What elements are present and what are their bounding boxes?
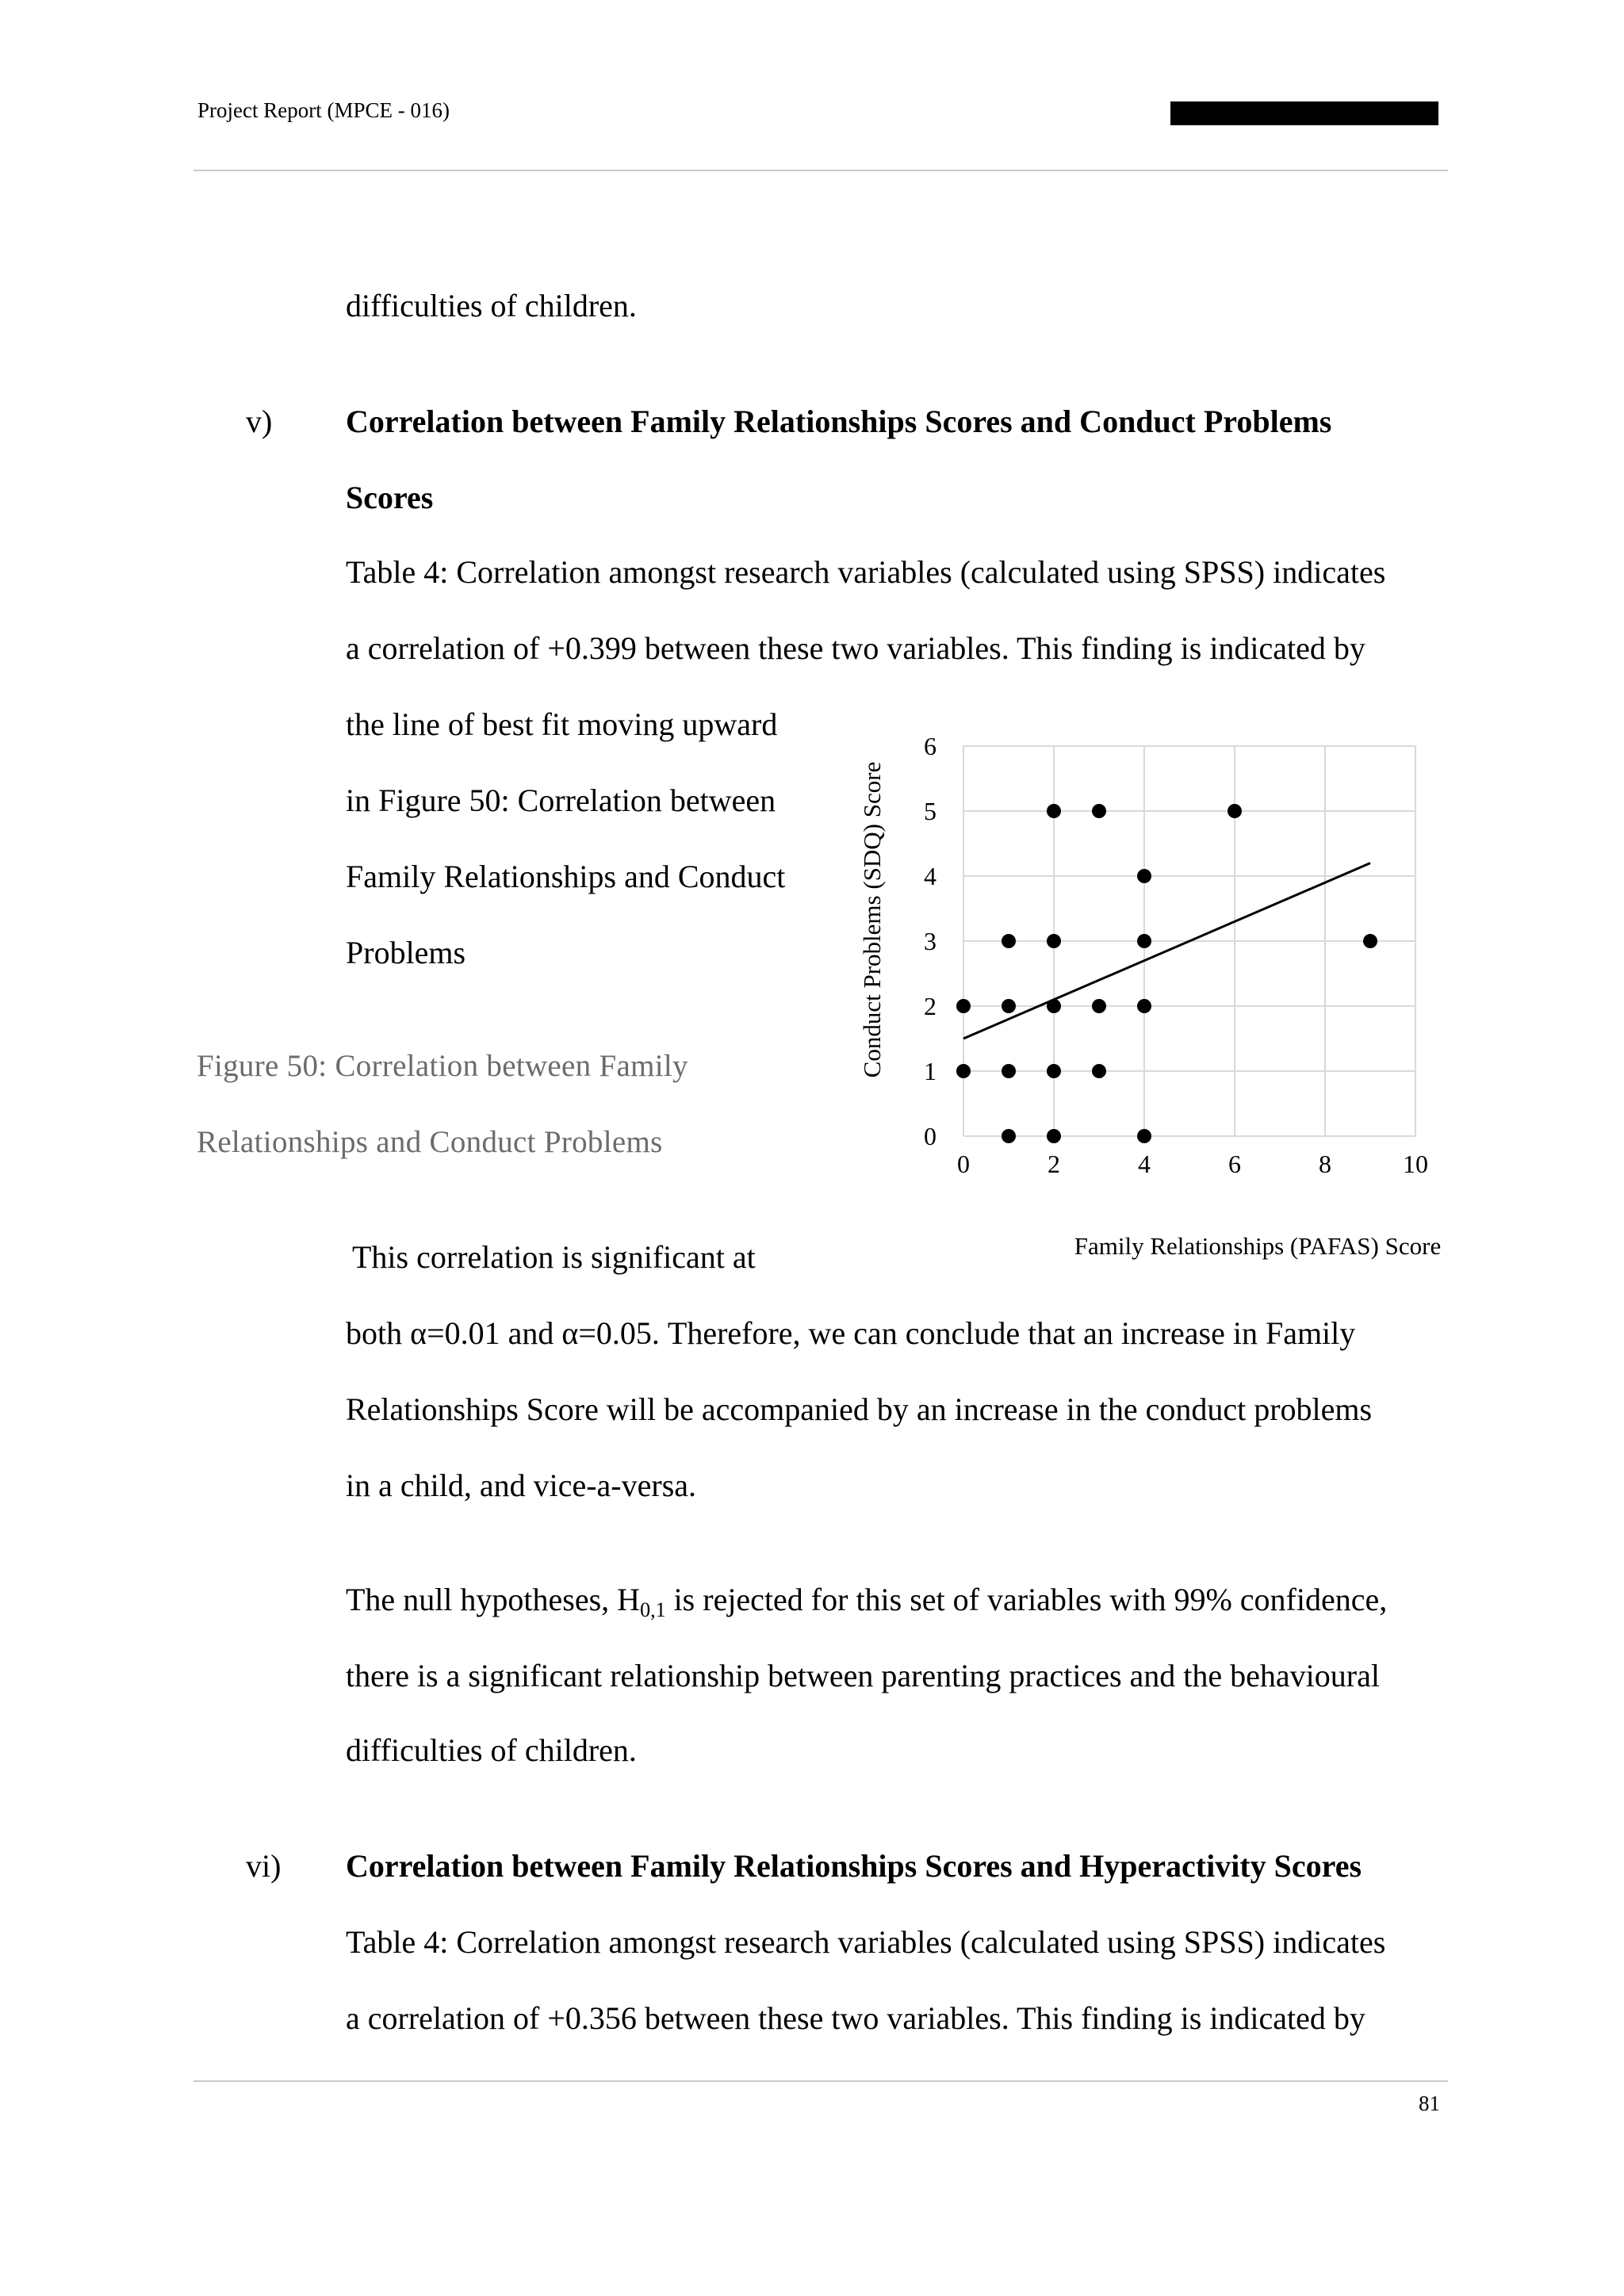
data-point	[1092, 804, 1106, 818]
section-v-p1-line6: Problems	[346, 935, 466, 970]
section-v-p1-line5: Family Relationships and Conduct	[346, 859, 786, 894]
data-point	[1092, 1064, 1106, 1078]
y-tick-label: 6	[924, 732, 936, 760]
intro-line: difficulties of children.	[346, 288, 637, 323]
figure-caption-line2: Relationships and Conduct Problems	[197, 1125, 663, 1159]
y-tick-label: 1	[924, 1057, 936, 1085]
data-point	[956, 999, 971, 1013]
section-v-p2-line1: This correlation is significant at	[352, 1239, 756, 1275]
data-point	[1137, 999, 1151, 1013]
data-point	[1002, 934, 1016, 948]
section-vi-p1-line1: Table 4: Correlation amongst research variables (calculated using SPSS) indicates	[346, 1924, 1386, 1960]
page-number: 81	[1419, 2091, 1440, 2115]
section-v-p2-line2: both α=0.01 and α=0.05. Therefore, we can conclude that an increase in Family	[346, 1315, 1356, 1351]
data-point	[1363, 934, 1377, 948]
data-point	[1047, 934, 1061, 948]
data-point	[1137, 1129, 1151, 1143]
p3-sub: 0,1	[640, 1598, 666, 1621]
section-v-p2-line4: in a child, and vice-a-versa.	[346, 1468, 697, 1503]
y-tick-label: 5	[924, 797, 936, 825]
trendline	[963, 863, 1370, 1039]
x-tick-label: 4	[1138, 1150, 1151, 1178]
data-point	[1047, 999, 1061, 1013]
section-v-heading-line2: Scores	[346, 480, 434, 515]
running-header: Project Report (MPCE - 016)	[197, 98, 450, 122]
redaction-bar	[1170, 101, 1438, 125]
x-tick-label: 10	[1403, 1150, 1428, 1178]
data-point	[1092, 999, 1106, 1013]
section-v-marker: v)	[246, 404, 273, 439]
x-tick-label: 6	[1228, 1150, 1241, 1178]
data-point	[1047, 1129, 1061, 1143]
chart-x-axis-label: Family Relationships (PAFAS) Score	[1074, 1232, 1442, 1260]
data-point	[1137, 869, 1151, 883]
y-tick-label: 2	[924, 992, 936, 1020]
data-point	[1047, 804, 1061, 818]
section-vi-heading: Correlation between Family Relationships Scores and Hyperactivity Scores	[346, 1848, 1362, 1884]
section-v-p3-line2: there is a significant relationship between parenting practices and the behavioural	[346, 1658, 1380, 1693]
section-vi-p1-line2: a correlation of +0.356 between these two variables. This finding is indicated by	[346, 2000, 1365, 2036]
x-tick-label: 0	[957, 1150, 970, 1178]
y-tick-label: 3	[924, 927, 936, 955]
data-point	[956, 1064, 971, 1078]
data-point	[1228, 804, 1242, 818]
chart-ticks	[924, 732, 1428, 1178]
x-tick-label: 2	[1048, 1150, 1060, 1178]
header-rule	[193, 170, 1448, 171]
data-point	[1002, 999, 1016, 1013]
data-point	[1002, 1129, 1016, 1143]
section-v-p2-line3: Relationships Score will be accompanied by an increase in the conduct problems	[346, 1391, 1373, 1427]
section-v-p1-line3: the line of best fit moving upward	[346, 706, 778, 742]
p3-pre: The null hypotheses, H	[346, 1582, 641, 1617]
section-vi-marker: vi)	[246, 1848, 282, 1884]
chart-points	[956, 804, 1377, 1143]
x-tick-label: 8	[1319, 1150, 1331, 1178]
data-point	[1047, 1064, 1061, 1078]
scatter-chart	[856, 714, 1459, 1269]
section-v-p3-line1	[346, 1581, 1387, 1619]
section-v-p1-line4: in Figure 50: Correlation between	[346, 783, 776, 818]
section-v-p1-line2: a correlation of +0.399 between these two variables. This finding is indicated by	[346, 630, 1365, 666]
section-v-p1-line1: Table 4: Correlation amongst research variables (calculated using SPSS) indicates	[346, 554, 1386, 590]
footer-rule	[193, 2080, 1448, 2082]
y-tick-label: 4	[924, 862, 936, 890]
y-tick-label: 0	[924, 1122, 936, 1150]
section-v-p3-line3: difficulties of children.	[346, 1732, 637, 1768]
data-point	[1137, 934, 1151, 948]
figure-caption-line1: Figure 50: Correlation between Family	[197, 1049, 688, 1083]
section-v-heading-line1: Correlation between Family Relationships Scores and Conduct Problems	[346, 404, 1332, 439]
data-point	[1002, 1064, 1016, 1078]
p3-post: is rejected for this set of variables with 99% confidence,	[665, 1582, 1388, 1617]
chart-y-axis-label: Conduct Problems (SDQ) Score	[858, 761, 886, 1078]
